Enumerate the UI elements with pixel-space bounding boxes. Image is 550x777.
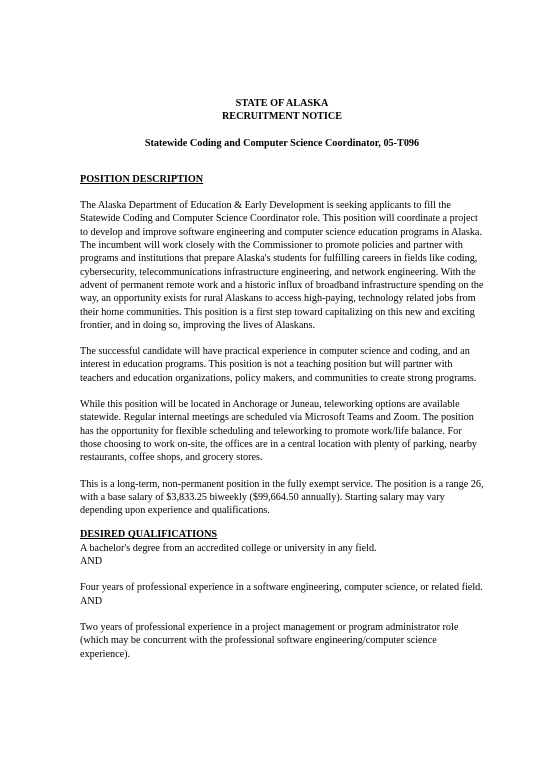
description-paragraph-3: While this position will be located in Anchorage or Juneau, teleworking options are available statewide. Regular internal meetings are scheduled via Microsoft Teams and Zoom. The position has the opportunity for flexible scheduling and teleworking to promote work/life balance. For those choosing to work on-site, the offices are in a central location with plenty of parking, nearby restaurants, coffee shops, and grocery stores.: [80, 399, 478, 464]
notice-header: [80, 97, 484, 150]
qualification-and-2: AND: [80, 595, 103, 607]
qualification-and-1: AND: [80, 556, 103, 568]
position-description-heading: POSITION DESCRIPTION: [80, 173, 204, 185]
description-paragraph-1: The Alaska Department of Education & Early Development is seeking applicants to fill the Statewide Coding and Computer Science Coordinator role. This position will coordinate a project to develop and improve software engineering and computer science education programs in Alaska. The incumbent will work closely with the Commissioner to promote policies and partner with programs and institutions that prepare Alaska's students for fulfilling careers in fields like coding, cybersecurity, telecommunications infrastructure engineering, and network engineering. With the advent of permanent remote work and a historic influx of broadband infrastructure spending on the way, an opportunity exists for rural Alaskans to access high-paying, technology related jobs from their home communities. This position is a first step toward capitalizing on this new and exciting frontier, and in doing so, improving the lives of Alaskans.: [80, 200, 484, 331]
job-title: Statewide Coding and Computer Science Coordinator, 05-T096: [144, 137, 420, 149]
qualification-experience: Four years of professional experience in a software engineering, computer science, or related field.: [80, 582, 483, 594]
description-paragraph-2: The successful candidate will have practical experience in computer science and coding, and an interest in education programs. This position is not a teaching position but will partner with teachers and education organizations, policy makers, and communities to create strong programs.: [80, 346, 477, 384]
qualification-project-management: Two years of professional experience in a project management or program administrator role (which may be concurrent with the professional software engineering/computer science experience).: [80, 621, 459, 660]
document-content: [80, 97, 484, 661]
qualification-degree: A bachelor's degree from an accredited college or university in any field.: [80, 542, 377, 554]
notice-title: RECRUITMENT NOTICE: [221, 111, 343, 123]
description-paragraph-4: This is a long-term, non-permanent position in the fully exempt service. The position is a range 26, with a base salary of $3,833.25 biweekly ($99,664.50 annually). Starting salary may vary depending upon experience and qualifications.: [80, 478, 484, 517]
state-title: STATE OF ALASKA: [235, 98, 329, 109]
desired-qualifications-heading: DESIRED QUALIFICATIONS: [80, 529, 218, 541]
